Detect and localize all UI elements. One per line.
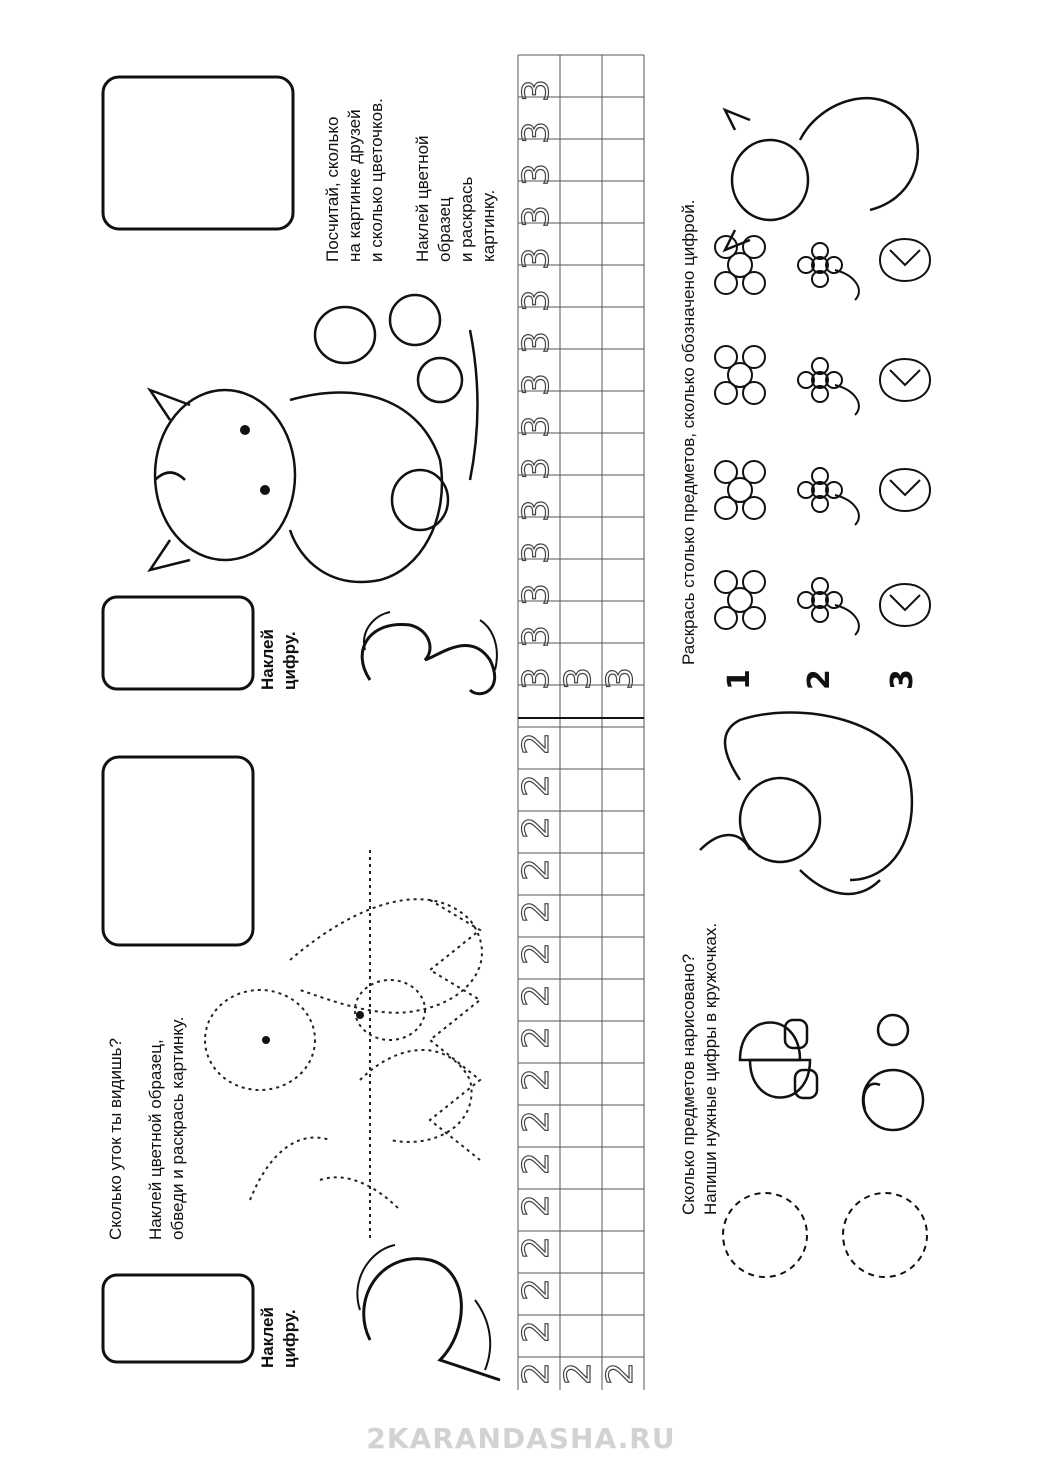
practice-digit-2: 2 bbox=[516, 984, 557, 1007]
practice-digit-3: 3 bbox=[516, 457, 557, 480]
answer-circle-mushrooms bbox=[723, 1193, 807, 1277]
sticker-box-digit-3 bbox=[103, 597, 253, 689]
practice-digit-2: 2 bbox=[516, 816, 557, 839]
squirrel-left-illustration bbox=[700, 713, 912, 894]
practice-digit-2: 2 bbox=[516, 1194, 557, 1217]
footer-site-watermark: 2KARANDASHA.RU bbox=[366, 1422, 676, 1455]
practice-digit-3: 3 bbox=[516, 415, 557, 438]
sticker-box-ducks-sample bbox=[103, 757, 253, 945]
practice-digit-2: 2 bbox=[600, 1362, 641, 1385]
practice-digit-3: 3 bbox=[600, 667, 641, 690]
sticker-label-digit-3: Наклей цифру. bbox=[258, 629, 299, 690]
answer-circles bbox=[723, 1193, 927, 1277]
practice-digit-2: 2 bbox=[516, 732, 557, 755]
practice-digit-2: 2 bbox=[516, 942, 557, 965]
practice-digit-2: 2 bbox=[516, 774, 557, 797]
count-items bbox=[740, 1015, 923, 1130]
practice-digit-2: 2 bbox=[516, 1152, 557, 1175]
sticker-boxes bbox=[103, 77, 293, 1362]
practice-digit-2: 2 bbox=[516, 1068, 557, 1091]
practice-digit-3: 3 bbox=[516, 163, 557, 186]
color-task-digit-2: 2 bbox=[802, 669, 837, 690]
squirrel-right-illustration bbox=[725, 98, 918, 250]
practice-digit-2: 2 bbox=[558, 1362, 599, 1385]
practice-digit-3: 3 bbox=[516, 331, 557, 354]
practice-digit-3: 3 bbox=[516, 625, 557, 648]
practice-digit-3: 3 bbox=[558, 667, 599, 690]
color-task-digit-1: 1 bbox=[722, 669, 757, 690]
practice-digit-3: 3 bbox=[516, 373, 557, 396]
sticker-box-cat-sample bbox=[103, 77, 293, 229]
cat-eyes bbox=[240, 425, 270, 495]
ducks-instruction: Наклей цветной образец, обведи и раскрась картинку. bbox=[146, 1016, 187, 1240]
practice-digit-3: 3 bbox=[516, 583, 557, 606]
answer-circle-berries bbox=[843, 1193, 927, 1277]
ducks-question: Сколько уток ты видишь? bbox=[106, 1038, 125, 1240]
color-sample-instruction: Наклей цветной образец и раскрась картинку. bbox=[413, 135, 498, 262]
practice-digit-3: 3 bbox=[516, 289, 557, 312]
count-instruction: Посчитай, сколько на картинке друзей и сколько цветочков. bbox=[323, 98, 386, 262]
practice-digit-2: 2 bbox=[516, 1110, 557, 1133]
sticker-label-digit-2: Наклей цифру. bbox=[258, 1307, 299, 1368]
practice-digit-2: 2 bbox=[516, 1236, 557, 1259]
sticker-box-digit-2 bbox=[103, 1275, 253, 1362]
cat-illustration bbox=[150, 295, 478, 582]
practice-digit-2: 2 bbox=[516, 1320, 557, 1343]
practice-digit-3: 3 bbox=[516, 541, 557, 564]
color-task-digit-3: 3 bbox=[885, 669, 920, 690]
big-digit-3-trace bbox=[362, 612, 497, 694]
count-task-text: Сколько предметов нарисовано? Напиши нужные цифры в кружочках. bbox=[679, 922, 720, 1215]
practice-digit-2: 2 bbox=[516, 1362, 557, 1385]
flowers-row bbox=[798, 243, 859, 635]
practice-digit-3: 3 bbox=[516, 121, 557, 144]
practice-digit-3: 3 bbox=[516, 499, 557, 522]
practice-digit-3: 3 bbox=[516, 247, 557, 270]
nuts-row bbox=[880, 239, 930, 626]
practice-digit-2: 2 bbox=[516, 900, 557, 923]
practice-digit-3: 3 bbox=[516, 79, 557, 102]
color-task-instruction: Раскрась столько предметов, сколько обозначено цифрой. bbox=[679, 199, 698, 665]
big-digit-2-trace bbox=[357, 1245, 500, 1380]
practice-digit-3: 3 bbox=[516, 667, 557, 690]
practice-digit-3: 3 bbox=[516, 205, 557, 228]
bees-row bbox=[715, 236, 765, 629]
practice-digit-2: 2 bbox=[516, 1026, 557, 1049]
practice-digit-2: 2 bbox=[516, 858, 557, 881]
practice-digit-2: 2 bbox=[516, 1278, 557, 1301]
